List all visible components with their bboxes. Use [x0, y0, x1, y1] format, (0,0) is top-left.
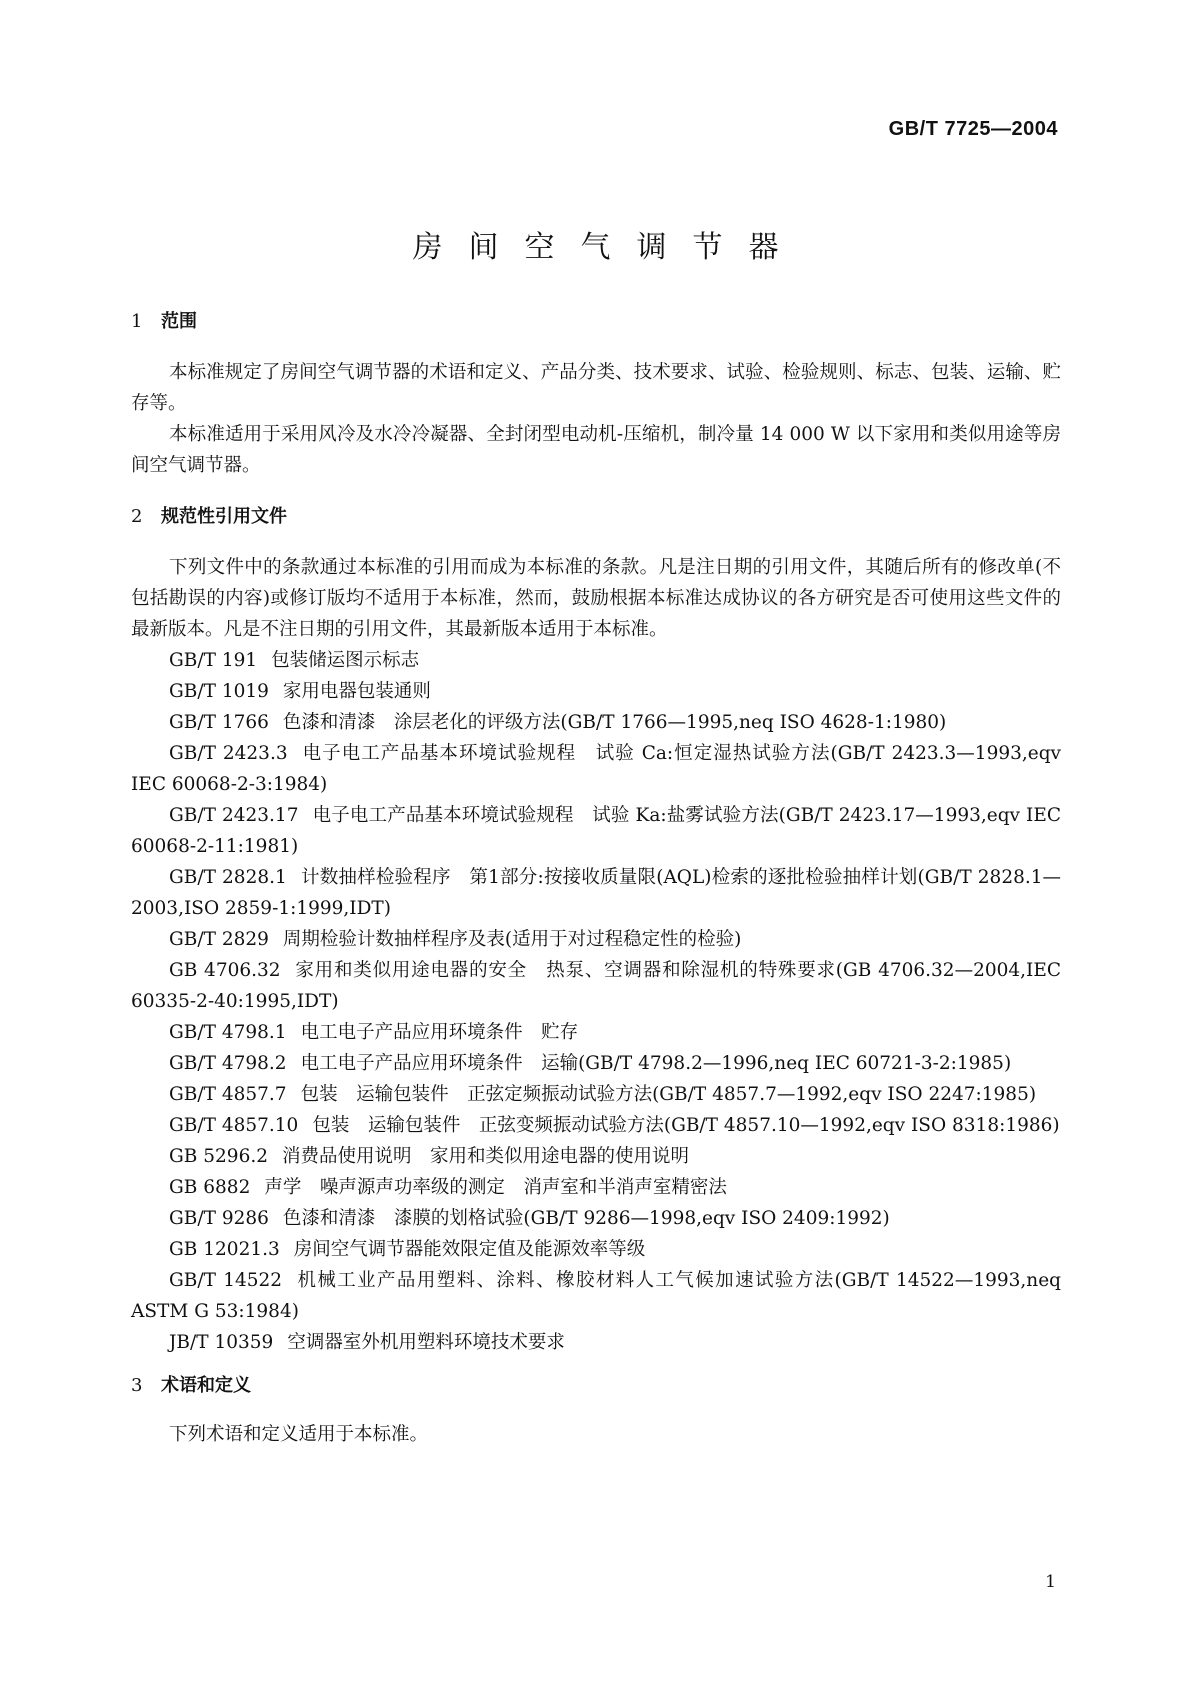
reference-item: [131, 645, 1061, 676]
reference-title: 电子电工产品基本环境试验规程 试验 Ka:盐雾试验方法(GB/T 2423.17—1993,eqv IEC 60068-2-11:1981): [131, 805, 1061, 857]
reference-code: GB/T 9286: [169, 1208, 269, 1229]
reference-code: GB/T 4857.7: [169, 1084, 287, 1105]
reference-title: 家用电器包装通则: [282, 681, 431, 702]
reference-title: 空调器室外机用塑料环境技术要求: [287, 1332, 565, 1353]
reference-code: GB/T 1019: [169, 681, 269, 702]
reference-item: [131, 1017, 1061, 1048]
reference-item: [131, 738, 1061, 800]
standard-code: GB/T 7725—2004: [888, 118, 1058, 140]
section-title: 范围: [161, 311, 197, 332]
section-number: 3: [131, 1375, 143, 1396]
reference-title: 房间空气调节器能效限定值及能源效率等级: [293, 1239, 646, 1260]
reference-title: 消费品使用说明 家用和类似用途电器的使用说明: [282, 1146, 690, 1167]
section-title: 术语和定义: [161, 1375, 251, 1396]
reference-item: [131, 800, 1061, 862]
section-3-heading: [131, 1370, 1061, 1401]
reference-code: GB 5296.2: [169, 1146, 268, 1167]
reference-title: 色漆和清漆 涂层老化的评级方法(GB/T 1766—1995,neq ISO 4628-1:1980): [282, 712, 947, 733]
paragraph: 下列文件中的条款通过本标准的引用而成为本标准的条款。凡是注日期的引用文件，其随后所有的修改单(不包括勘误的内容)或修订版均不适用于本标准，然而，鼓励根据本标准达成协议的各方研究是否可使用这些文件的最新版本。凡是不注日期的引用文件，其最新版本适用于本标准。: [131, 557, 1061, 640]
section-1-heading: [131, 306, 1061, 337]
reference-item: [131, 1141, 1061, 1172]
reference-title: 周期检验计数抽样程序及表(适用于对过程稳定性的检验): [282, 929, 742, 950]
reference-item: [131, 924, 1061, 955]
reference-title: 电工电子产品应用环境条件 运输(GB/T 4798.2—1996,neq IEC 60721-3-2:1985): [300, 1053, 1012, 1074]
section-number: 2: [131, 506, 143, 527]
reference-title: 电工电子产品应用环境条件 贮存: [300, 1022, 579, 1043]
reference-title: 色漆和清漆 漆膜的划格试验(GB/T 9286—1998,eqv ISO 2409:1992): [282, 1208, 890, 1229]
document-body: [131, 306, 1061, 1450]
reference-code: JB/T 10359: [169, 1332, 274, 1353]
document-title: 房间空气调节器: [412, 230, 805, 265]
page-number: 1: [1045, 1572, 1056, 1592]
reference-title: 声学 噪声源声功率级的测定 消声室和半消声室精密法: [264, 1177, 727, 1198]
reference-code: GB 4706.32: [169, 960, 281, 981]
reference-code: GB/T 1766: [169, 712, 269, 733]
reference-code: GB/T 14522: [169, 1270, 283, 1291]
paragraph: 本标准适用于采用风冷及水冷冷凝器、全封闭型电动机-压缩机，制冷量 14 000 W 以下家用和类似用途等房间空气调节器。: [131, 424, 1061, 476]
reference-item: [131, 707, 1061, 738]
reference-title: 机械工业产品用塑料、涂料、橡胶材料人工气候加速试验方法(GB/T 14522—1993,neq ASTM G 53:1984): [131, 1270, 1061, 1322]
reference-title: 包装 运输包装件 正弦变频振动试验方法(GB/T 4857.10—1992,eqv ISO 8318:1986): [312, 1115, 1060, 1136]
reference-item: [131, 676, 1061, 707]
reference-title: 计数抽样检验程序 第1部分:按接收质量限(AQL)检索的逐批检验抽样计划(GB/T 2828.1—2003,ISO 2859-1:1999,IDT): [131, 867, 1062, 919]
reference-code: GB/T 4798.2: [169, 1053, 287, 1074]
reference-item: [131, 1234, 1061, 1265]
reference-title: 包装 运输包装件 正弦定频振动试验方法(GB/T 4857.7—1992,eqv ISO 2247:1985): [300, 1084, 1037, 1105]
reference-code: GB/T 2423.3: [169, 743, 288, 764]
reference-title: 包装储运图示标志: [271, 650, 420, 671]
section-2-heading: [131, 501, 1061, 532]
reference-item: [131, 1327, 1061, 1358]
reference-item: [131, 1110, 1061, 1141]
reference-code: GB/T 4798.1: [169, 1022, 287, 1043]
reference-item: [131, 1048, 1061, 1079]
reference-code: GB/T 191: [169, 650, 258, 671]
reference-item: [131, 1172, 1061, 1203]
reference-item: [131, 1079, 1061, 1110]
section-number: 1: [131, 311, 143, 332]
reference-code: GB/T 2829: [169, 929, 269, 950]
reference-title: 电子电工产品基本环境试验规程 试验 Ca:恒定湿热试验方法(GB/T 2423.3—1993,eqv IEC 60068-2-3:1984): [131, 743, 1062, 795]
reference-code: GB/T 4857.10: [169, 1115, 299, 1136]
reference-item: [131, 1203, 1061, 1234]
reference-title: 家用和类似用途电器的安全 热泵、空调器和除湿机的特殊要求(GB 4706.32—2004,IEC 60335-2-40:1995,IDT): [131, 960, 1061, 1012]
paragraph: 下列术语和定义适用于本标准。: [169, 1424, 429, 1445]
reference-item: [131, 955, 1061, 1017]
section-title: 规范性引用文件: [161, 506, 287, 527]
reference-item: [131, 1265, 1061, 1327]
paragraph: 本标准规定了房间空气调节器的术语和定义、产品分类、技术要求、试验、检验规则、标志、包装、运输、贮存等。: [131, 362, 1061, 414]
reference-item: [131, 862, 1061, 924]
reference-code: GB 12021.3: [169, 1239, 280, 1260]
reference-code: GB/T 2828.1: [169, 867, 287, 888]
reference-code: GB/T 2423.17: [169, 805, 299, 826]
reference-code: GB 6882: [169, 1177, 251, 1198]
